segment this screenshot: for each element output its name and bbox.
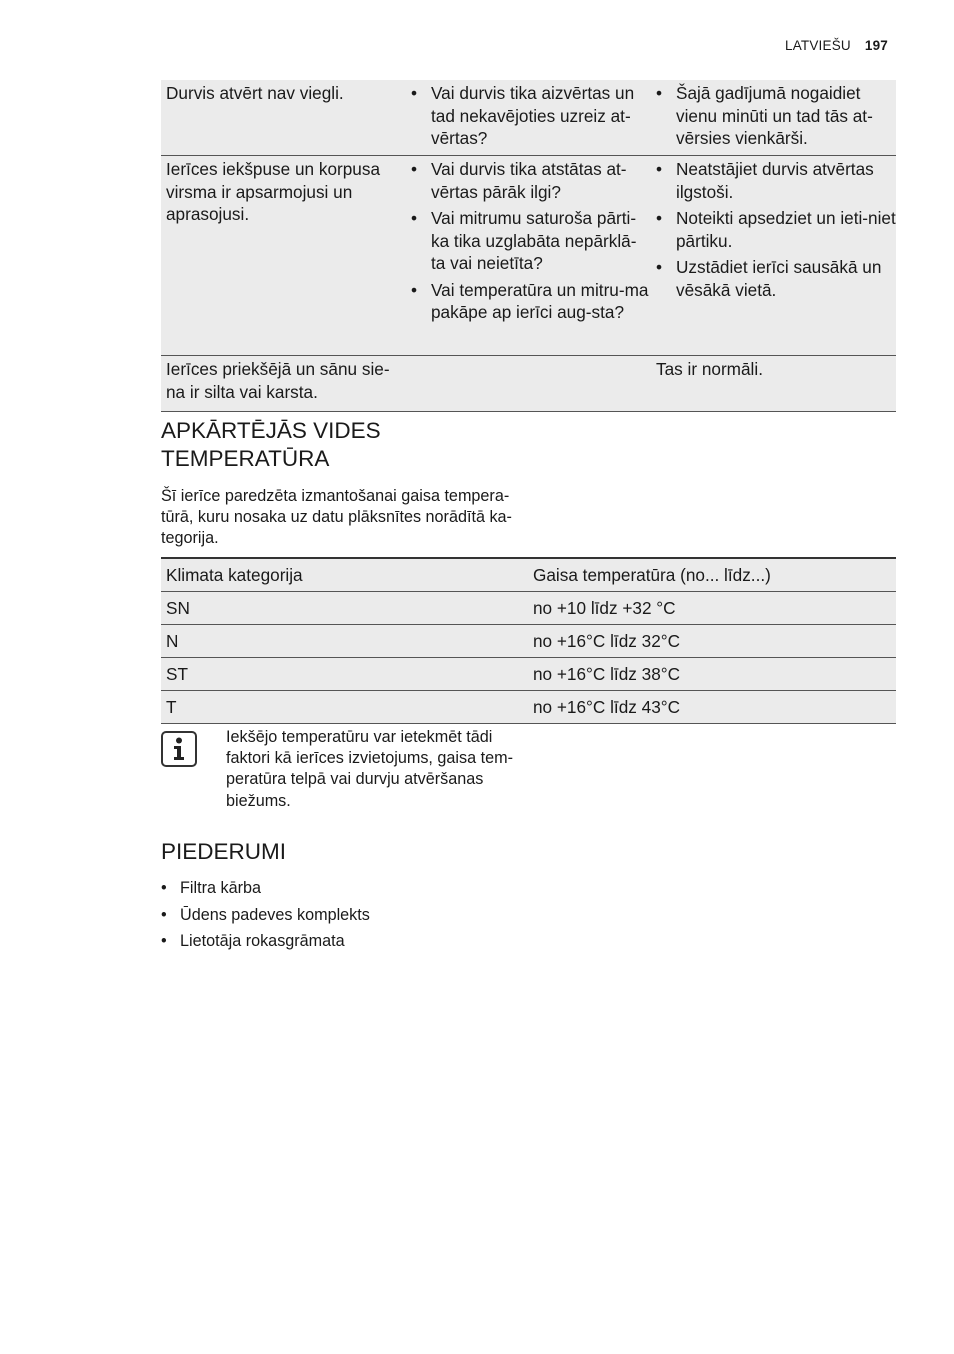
solution-cell: [650, 156, 896, 355]
solution-cell: [650, 80, 896, 155]
list-item: • Vai durvis tika aizvērtas un tad nekavējoties uzreiz at-vērtas?: [405, 82, 650, 150]
table-row: [161, 80, 896, 156]
list-item: • Šajā gadījumā nogaidiet vienu minūti un tad tās at-vērsies vienkārši.: [650, 82, 896, 150]
temperature-range-cell: no +16°C līdz 38°C: [533, 663, 681, 684]
info-note-text: Iekšējo temperatūru var ietekmēt tādi faktori kā ierīces izvietojums, gaisa tem-peratūra telpā vai durvju atvēršanas biežums.: [226, 728, 513, 810]
table-row: [161, 356, 896, 412]
table-row: [161, 625, 896, 658]
list-item: • Neatstājiet durvis atvērtas ilgstoši.: [650, 158, 896, 203]
info-icon: [161, 731, 197, 767]
table-header-row: [161, 559, 896, 592]
table-row: [161, 691, 896, 724]
list-item: • Vai mitrumu saturoša pārti-ka tika uzglabāta nepārklā-ta vai neietīta?: [405, 207, 650, 275]
cause-cell: [405, 80, 650, 155]
column-header: Klimata kategorija: [166, 564, 303, 585]
ambient-paragraph: Šī ierīce paredzēta izmantošanai gaisa tempera-tūrā, kuru nosaka uz datu plāksnītes norādītā ka-tegorija.: [161, 487, 512, 548]
climate-table: [161, 557, 896, 724]
solution-cell: Tas ir normāli.: [656, 359, 763, 379]
section-title: [161, 417, 461, 473]
title-line: APKĀRTĒJĀS VIDES: [161, 418, 381, 443]
list-item: • Noteikti apsedziet un ieti-niet pārtiku.: [650, 207, 896, 252]
info-note: [161, 727, 521, 812]
column-header: Gaisa temperatūra (no... līdz...): [533, 564, 771, 585]
problem-cell: Ierīces priekšējā un sānu sie-na ir silta vai karsta.: [166, 359, 390, 402]
climate-class-cell: N: [166, 630, 179, 651]
page-number: 197: [864, 38, 888, 53]
list-item: • Vai durvis tika atstātas at-vērtas pārāk ilgi?: [405, 158, 650, 203]
cause-cell: [405, 156, 650, 355]
language-label: LATVIEŠU: [785, 38, 851, 53]
cause-cell: [405, 356, 650, 411]
table-row: [161, 156, 896, 356]
accessories-list: [161, 878, 370, 958]
title-line: TEMPERATŪRA: [161, 446, 330, 471]
table-row: [161, 658, 896, 691]
troubleshooting-table: [161, 80, 896, 412]
list-item: • Ūdens padeves komplekts: [161, 905, 370, 926]
temperature-range-cell: no +10 līdz +32 °C: [533, 597, 676, 618]
climate-class-cell: SN: [166, 597, 190, 618]
list-item: • Lietotāja rokasgrāmata: [161, 931, 370, 952]
list-item: • Uzstādiet ierīci sausākā un vēsākā vietā.: [650, 256, 896, 301]
list-item: • Vai temperatūra un mitru-ma pakāpe ap ierīci aug-sta?: [405, 279, 650, 324]
temperature-range-cell: no +16°C līdz 32°C: [533, 630, 681, 651]
list-item: • Filtra kārba: [161, 878, 370, 899]
problem-cell: Durvis atvērt nav viegli.: [166, 83, 344, 103]
page-header: [785, 38, 888, 53]
temperature-range-cell: no +16°C līdz 43°C: [533, 696, 681, 717]
climate-class-cell: ST: [166, 663, 188, 684]
table-row: [161, 592, 896, 625]
problem-cell: Ierīces iekšpuse un korpusa virsma ir apsarmojusi un aprasojusi.: [166, 159, 381, 224]
section-title: PIEDERUMI: [161, 839, 287, 864]
climate-class-cell: T: [166, 696, 177, 717]
